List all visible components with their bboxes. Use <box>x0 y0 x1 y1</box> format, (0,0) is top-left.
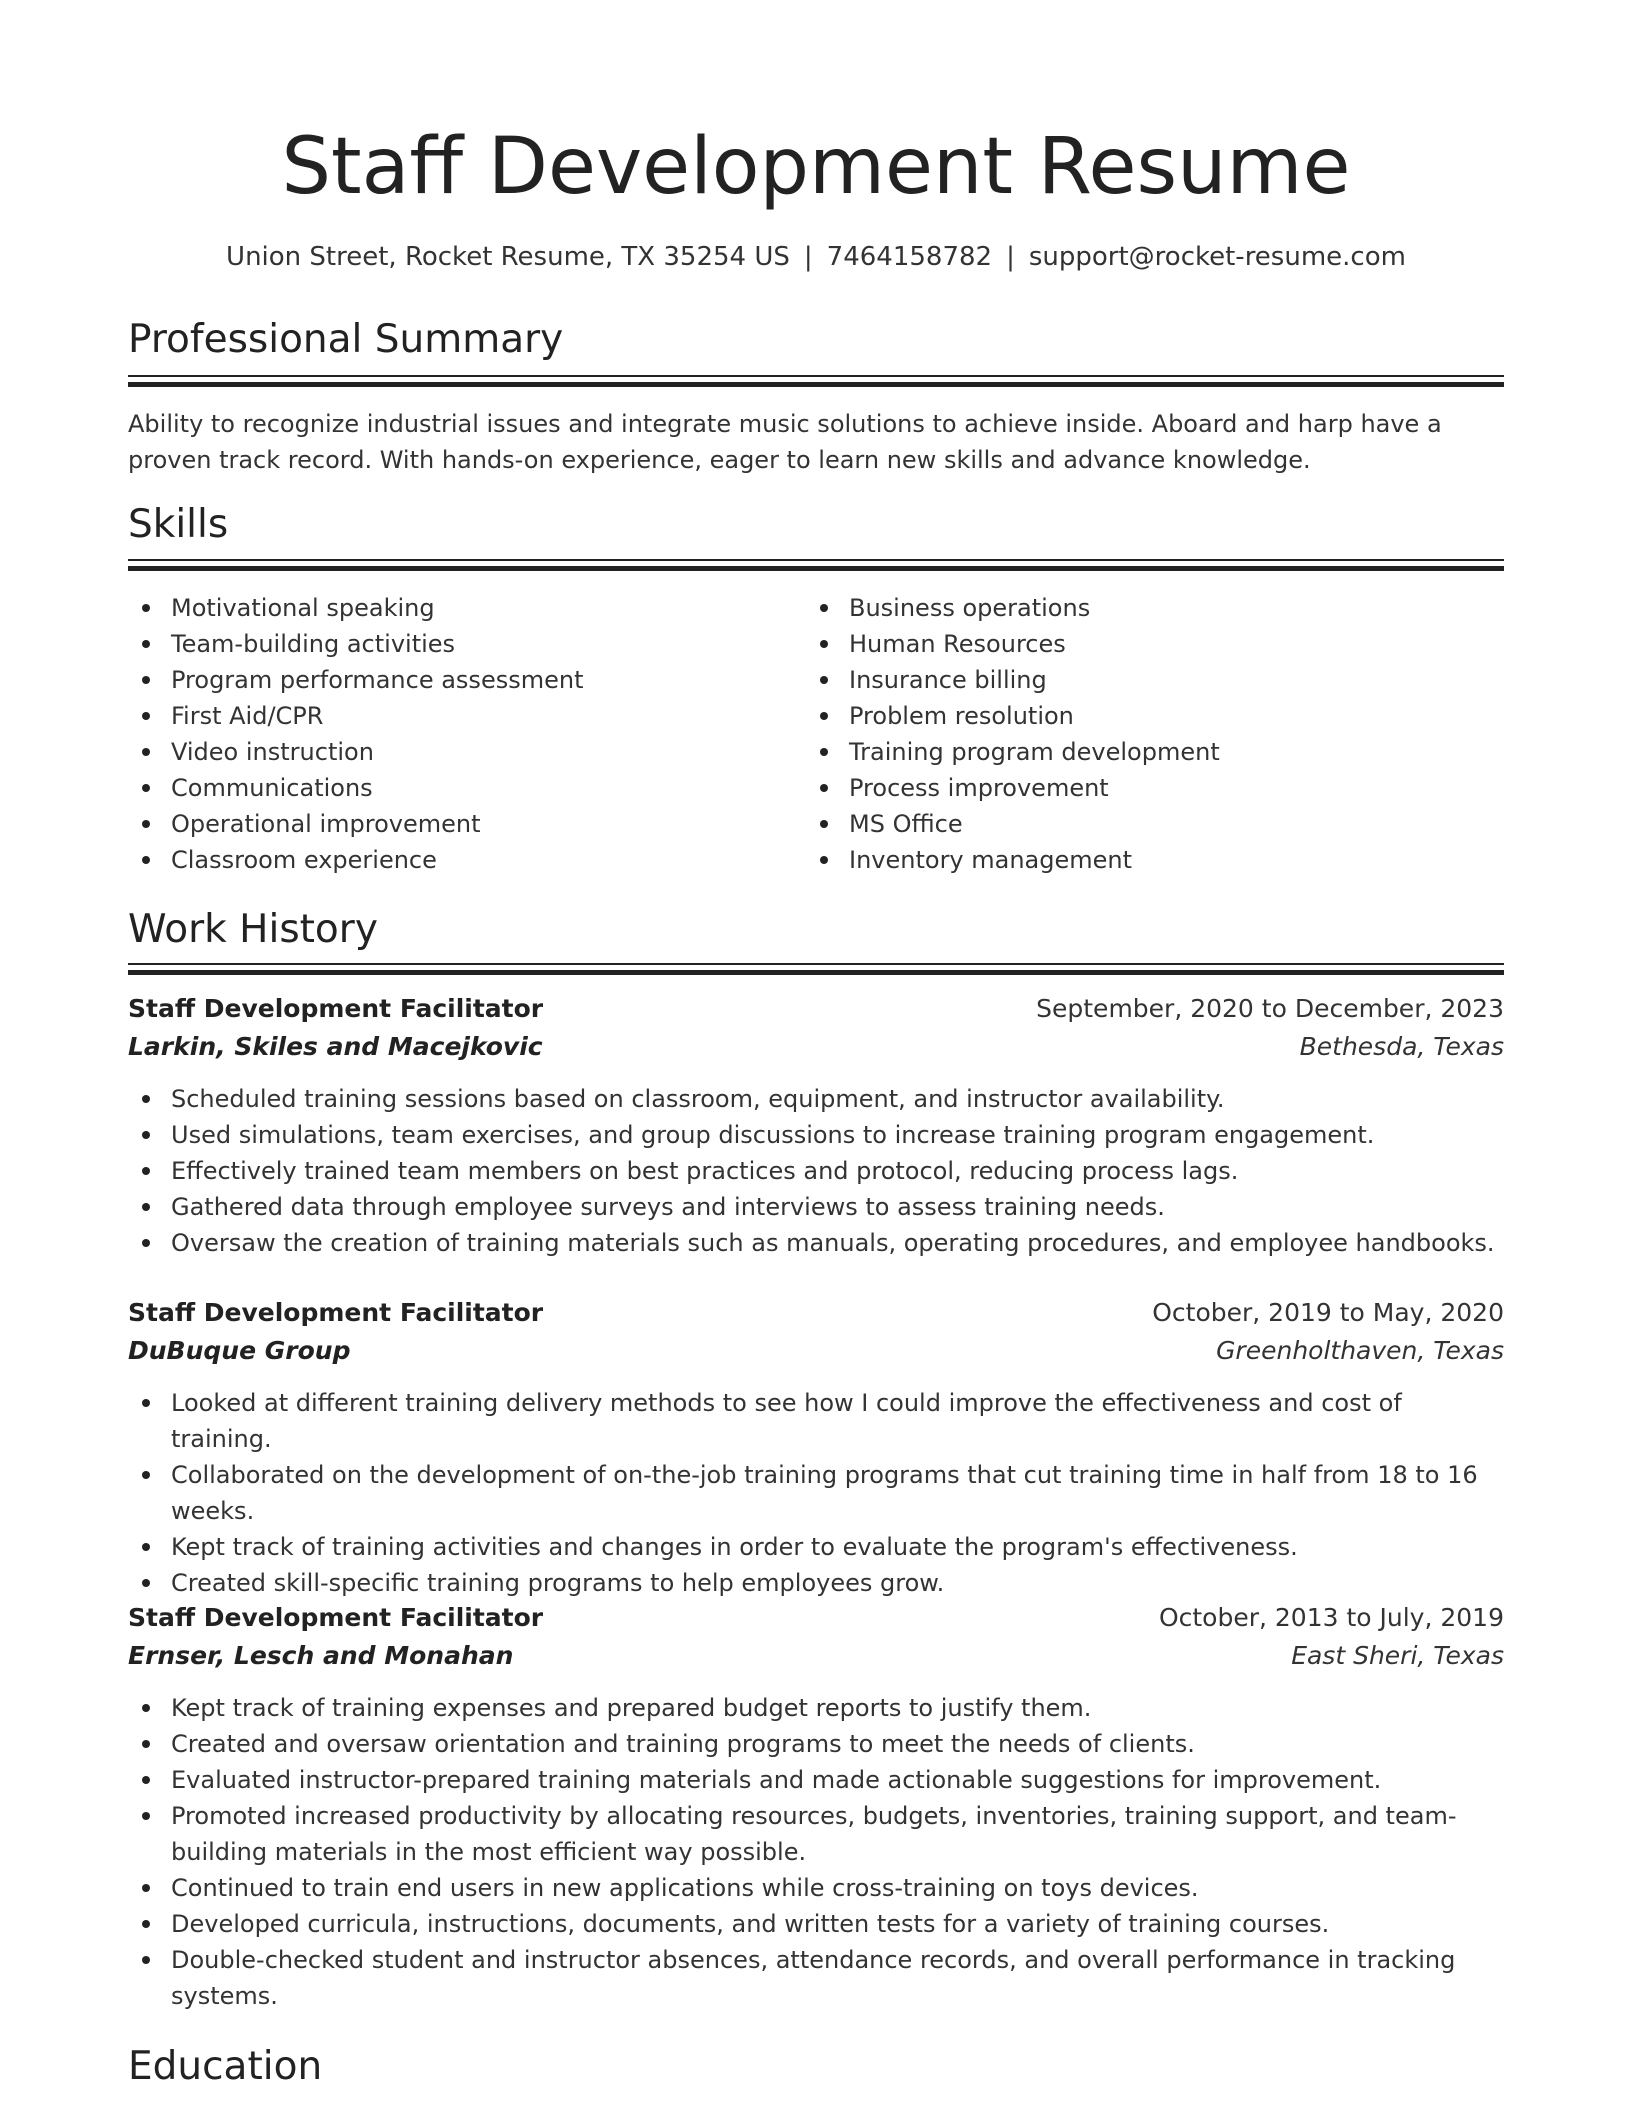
job-location: Bethesda, Texas <box>1299 1032 1504 1061</box>
job-bullets <box>128 1081 1504 1261</box>
job-dates: October, 2013 to July, 2019 <box>1158 1603 1504 1632</box>
skill-item: Team-building activities <box>128 626 788 662</box>
job-bullet: Promoted increased productivity by allocating resources, budgets, inventories, training support, and team-building materials in the most efficient way possible. <box>128 1798 1504 1870</box>
section-divider <box>128 375 1504 387</box>
skills-list-right <box>806 590 1504 878</box>
job-bullet: Kept track of training expenses and prepared budget reports to justify them. <box>128 1690 1504 1726</box>
skills-list-left <box>128 590 788 878</box>
contact-separator: | <box>803 242 813 272</box>
job-entry <box>128 990 1504 1261</box>
job-bullet: Gathered data through employee surveys and interviews to assess training needs. <box>128 1189 1504 1225</box>
job-dates: September, 2020 to December, 2023 <box>1036 994 1504 1023</box>
job-entry <box>128 1294 1504 1601</box>
job-bullet: Double-checked student and instructor absences, attendance records, and overall performance in tracking systems. <box>128 1942 1504 2014</box>
job-title: Staff Development Facilitator <box>128 1603 544 1632</box>
section-divider <box>128 559 1504 571</box>
job-company: DuBuque Group <box>128 1336 351 1365</box>
job-company: Larkin, Skiles and Macejkovic <box>128 1032 543 1061</box>
job-dates: October, 2019 to May, 2020 <box>1152 1298 1504 1327</box>
job-bullets <box>128 1690 1504 2014</box>
job-bullet: Looked at different training delivery methods to see how I could improve the effectiveness and cost of training. <box>128 1385 1504 1457</box>
job-location: Greenholthaven, Texas <box>1216 1336 1504 1365</box>
skill-item: Video instruction <box>128 734 788 770</box>
skill-item: Program performance assessment <box>128 662 788 698</box>
education-heading: Education <box>128 2044 323 2089</box>
skill-item: First Aid/CPR <box>128 698 788 734</box>
job-bullet: Scheduled training sessions based on classroom, equipment, and instructor availability. <box>128 1081 1504 1117</box>
summary-text: Ability to recognize industrial issues and integrate music solutions to achieve inside. Aboard and harp have a proven track record. With hands-on experience, eager to learn new skills and advance knowledge. <box>128 410 1442 474</box>
job-bullet: Developed curricula, instructions, documents, and written tests for a variety of training courses. <box>128 1906 1504 1942</box>
job-bullet: Used simulations, team exercises, and group discussions to increase training program engagement. <box>128 1117 1504 1153</box>
skill-item: Insurance billing <box>806 662 1504 698</box>
contact-email: support@rocket-resume.com <box>1028 242 1406 272</box>
skill-item: Human Resources <box>806 626 1504 662</box>
skills-heading: Skills <box>128 502 229 547</box>
skill-item: Classroom experience <box>128 842 788 878</box>
contact-line <box>0 240 1632 274</box>
job-bullet: Evaluated instructor-prepared training materials and made actionable suggestions for improvement. <box>128 1762 1504 1798</box>
job-bullets <box>128 1385 1504 1601</box>
contact-separator: | <box>1006 242 1015 272</box>
resume-title: Staff Development Resume <box>281 122 1351 212</box>
job-bullet: Created and oversaw orientation and training programs to meet the needs of clients. <box>128 1726 1504 1762</box>
skill-item: Operational improvement <box>128 806 788 842</box>
job-bullet: Created skill-specific training programs to help employees grow. <box>128 1565 1504 1601</box>
skill-item: Business operations <box>806 590 1504 626</box>
job-bullet: Kept track of training activities and changes in order to evaluate the program's effectiveness. <box>128 1529 1504 1565</box>
skill-item: Training program development <box>806 734 1504 770</box>
contact-address: Union Street, Rocket Resume, TX 35254 US <box>226 242 790 272</box>
job-company: Ernser, Lesch and Monahan <box>128 1641 514 1670</box>
skill-item: Process improvement <box>806 770 1504 806</box>
job-bullet: Collaborated on the development of on-the-job training programs that cut training time in half from 18 to 16 weeks. <box>128 1457 1504 1529</box>
summary-heading: Professional Summary <box>128 317 564 362</box>
work-history-heading: Work History <box>128 907 378 952</box>
skill-item: Communications <box>128 770 788 806</box>
skill-item: Motivational speaking <box>128 590 788 626</box>
job-bullet: Effectively trained team members on best practices and protocol, reducing process lags. <box>128 1153 1504 1189</box>
job-bullet: Continued to train end users in new applications while cross-training on toys devices. <box>128 1870 1504 1906</box>
job-title: Staff Development Facilitator <box>128 1298 544 1327</box>
job-location: East Sheri, Texas <box>1291 1641 1504 1670</box>
section-divider <box>128 963 1504 975</box>
job-bullet: Oversaw the creation of training materials such as manuals, operating procedures, and employee handbooks. <box>128 1225 1504 1261</box>
skill-item: MS Office <box>806 806 1504 842</box>
job-title: Staff Development Facilitator <box>128 994 544 1023</box>
skill-item: Inventory management <box>806 842 1504 878</box>
job-entry <box>128 1599 1504 2014</box>
contact-phone: 7464158782 <box>826 242 993 272</box>
skill-item: Problem resolution <box>806 698 1504 734</box>
